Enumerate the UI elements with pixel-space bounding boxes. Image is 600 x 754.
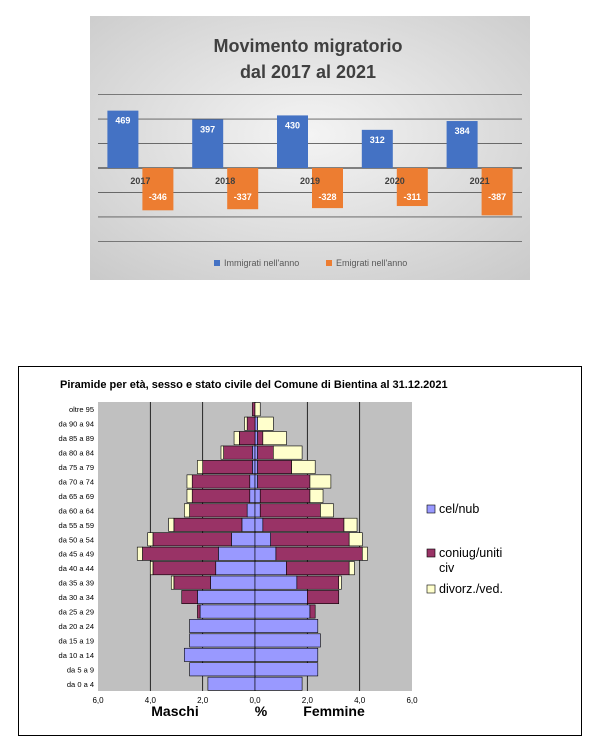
bar-femmine-s1-15	[255, 460, 258, 473]
age-label: da 65 a 69	[58, 491, 94, 501]
chart1-title-line-2: dal 2017 al 2021	[239, 62, 377, 82]
bar-maschi-s2-7	[174, 576, 211, 589]
x-tick-label: 2,0	[301, 696, 313, 705]
bar-maschi-s1-11	[242, 518, 255, 531]
bar-maschi-s2-6	[182, 590, 198, 603]
bar-maschi-s3-7	[171, 576, 174, 589]
bar-maschi-s1-16	[252, 446, 255, 459]
age-label: da 80 a 84	[58, 448, 94, 458]
bar-maschi-s2-5	[197, 605, 200, 618]
legend-label-2: coniug/uniti	[439, 546, 503, 560]
bar-femmine-s2-7	[297, 576, 339, 589]
age-label: da 10 a 14	[58, 650, 94, 660]
bar-maschi-s3-8	[150, 562, 153, 575]
label-immigrati-2019: 430	[284, 120, 301, 131]
population-pyramid-chart	[18, 366, 582, 736]
legend-label-1: cel/nub	[439, 502, 480, 516]
bar-femmine-s3-13	[310, 489, 323, 502]
legend-swatch-2	[326, 260, 332, 266]
bar-femmine-s2-10	[271, 533, 350, 546]
age-label: oltre 95	[68, 405, 94, 415]
age-label: da 40 a 44	[58, 564, 94, 574]
bar-femmine-s1-12	[255, 504, 260, 517]
bar-femmine-s2-11	[263, 518, 344, 531]
bar-emigrati-2017	[142, 168, 173, 210]
bar-maschi-s3-14	[187, 475, 192, 488]
label-immigrati-2020: 312	[369, 134, 385, 145]
bar-maschi-s3-17	[234, 432, 239, 445]
bar-femmine-s3-19	[255, 403, 260, 416]
label-emigrati-2017: -346	[148, 192, 167, 202]
bar-femmine-s1-13	[255, 489, 260, 502]
label-emigrati-2021: -387	[488, 192, 507, 202]
age-label: da 25 a 29	[58, 607, 94, 617]
age-label: da 20 a 24	[58, 621, 94, 631]
bar-femmine-s2-9	[276, 547, 362, 560]
label-immigrati-2017: 469	[115, 115, 131, 126]
bar-maschi-s1-5	[200, 605, 255, 618]
bar-maschi-s2-18	[247, 417, 255, 430]
bar-femmine-s3-11	[344, 518, 357, 531]
maschi-label: Maschi	[151, 703, 199, 719]
category-label-2020: 2020	[384, 176, 405, 186]
bar-femmine-s3-14	[310, 475, 331, 488]
chart1-title-line-1: Movimento migratorio	[213, 36, 403, 56]
bar-femmine-s1-7	[255, 576, 297, 589]
legend-swatch-1	[427, 505, 435, 513]
bar-femmine-s1-5	[255, 605, 310, 618]
bar-femmine-s3-16	[273, 446, 302, 459]
percent-label: %	[254, 703, 268, 719]
category-label-2021: 2021	[469, 176, 490, 186]
bar-femmine-s1-18	[255, 417, 258, 430]
bar-maschi-s2-19	[252, 403, 255, 416]
category-label-2017: 2017	[130, 176, 151, 186]
bar-maschi-s2-11	[174, 518, 242, 531]
bar-femmine-s3-15	[292, 460, 316, 473]
legend-label-2: civ	[439, 561, 455, 575]
bar-maschi-s2-10	[153, 533, 232, 546]
bar-maschi-s2-15	[203, 460, 253, 473]
bar-femmine-s2-15	[258, 460, 292, 473]
label-emigrati-2020: -311	[403, 192, 422, 202]
bar-femmine-s2-17	[258, 432, 263, 445]
age-label: da 35 a 39	[58, 578, 94, 588]
bar-femmine-s2-5	[310, 605, 315, 618]
bar-maschi-s2-14	[192, 475, 250, 488]
bar-femmine-s1-0	[255, 677, 302, 690]
legend-label-2: Emigrati nell'anno	[336, 258, 408, 268]
bar-femmine-s2-8	[286, 562, 349, 575]
bar-maschi-s1-9	[218, 547, 255, 560]
bar-maschi-s3-12	[184, 504, 189, 517]
bar-femmine-s3-12	[320, 504, 333, 517]
bar-maschi-s2-16	[224, 446, 253, 459]
age-label: da 0 a 4	[66, 679, 94, 689]
category-label-2019: 2019	[299, 176, 321, 186]
bar-femmine-s2-13	[260, 489, 310, 502]
bar-femmine-s1-4	[255, 619, 318, 632]
bar-maschi-s3-10	[148, 533, 153, 546]
bar-maschi-s3-9	[137, 547, 142, 560]
bar-maschi-s1-0	[208, 677, 255, 690]
migration-chart	[90, 16, 530, 280]
age-label: da 45 a 49	[58, 549, 94, 559]
bar-maschi-s2-9	[142, 547, 218, 560]
age-label: da 85 a 89	[58, 434, 94, 444]
bar-femmine-s2-6	[307, 590, 338, 603]
bar-femmine-s3-18	[258, 417, 274, 430]
bar-femmine-s3-9	[362, 547, 367, 560]
bar-femmine-s1-14	[255, 475, 258, 488]
bar-maschi-s2-8	[153, 562, 216, 575]
bar-maschi-s1-13	[250, 489, 255, 502]
age-label: da 5 a 9	[66, 665, 94, 675]
age-label: da 70 a 74	[58, 477, 94, 487]
bar-femmine-s3-17	[263, 432, 287, 445]
bar-maschi-s1-12	[247, 504, 255, 517]
bar-femmine-s3-10	[349, 533, 362, 546]
bar-femmine-s1-10	[255, 533, 271, 546]
femmine-label: Femmine	[303, 703, 365, 719]
bar-maschi-s1-8	[216, 562, 255, 575]
bar-femmine-s1-17	[255, 432, 258, 445]
bar-maschi-s3-13	[187, 489, 192, 502]
bar-maschi-s3-11	[169, 518, 174, 531]
label-immigrati-2021: 384	[454, 126, 470, 137]
bar-maschi-s1-14	[250, 475, 255, 488]
category-label-2018: 2018	[215, 176, 236, 186]
x-tick-label: 2,0	[197, 696, 209, 705]
chart2-title: Piramide per età, sesso e stato civile del Comune di Bientina al 31.12.2021	[60, 379, 448, 391]
age-label: da 30 a 34	[58, 593, 94, 603]
bar-femmine-s3-7	[339, 576, 342, 589]
bar-maschi-s3-15	[197, 460, 202, 473]
bar-femmine-s2-14	[258, 475, 310, 488]
legend-swatch-2	[427, 549, 435, 557]
bar-femmine-s1-6	[255, 590, 307, 603]
bar-maschi-s1-10	[231, 533, 255, 546]
legend-swatch-3	[427, 585, 435, 593]
legend-label-1: Immigrati nell'anno	[224, 258, 300, 268]
bar-emigrati-2019	[312, 168, 343, 208]
age-label: da 55 a 59	[58, 520, 94, 530]
bar-femmine-s1-8	[255, 562, 286, 575]
x-tick-label: 4,0	[144, 696, 156, 705]
bar-femmine-s1-16	[255, 446, 258, 459]
age-label: da 75 a 79	[58, 463, 94, 473]
x-tick-label: 6,0	[406, 696, 418, 705]
bar-femmine-s1-1	[255, 663, 318, 676]
bar-femmine-s1-3	[255, 634, 320, 647]
age-label: da 15 a 19	[58, 636, 94, 646]
age-label: da 60 a 64	[58, 506, 94, 516]
bar-maschi-s2-17	[239, 432, 255, 445]
bar-maschi-s1-6	[197, 590, 255, 603]
bar-maschi-s1-2	[184, 648, 255, 661]
bar-emigrati-2018	[227, 168, 258, 209]
bar-maschi-s1-7	[211, 576, 255, 589]
bar-femmine-s1-9	[255, 547, 276, 560]
bar-maschi-s2-13	[192, 489, 250, 502]
bar-maschi-s3-16	[221, 446, 224, 459]
bar-maschi-s1-4	[190, 619, 255, 632]
bar-maschi-s1-15	[252, 460, 255, 473]
bar-femmine-s1-2	[255, 648, 318, 661]
label-emigrati-2019: -328	[318, 192, 337, 202]
bar-femmine-s2-12	[260, 504, 320, 517]
label-immigrati-2018: 397	[200, 124, 216, 135]
bar-femmine-s1-11	[255, 518, 263, 531]
bar-maschi-s1-3	[190, 634, 255, 647]
age-label: da 50 a 54	[58, 535, 94, 545]
bar-maschi-s2-12	[190, 504, 248, 517]
x-tick-label: 0,0	[249, 696, 261, 705]
x-tick-label: 4,0	[354, 696, 366, 705]
legend-swatch-1	[214, 260, 220, 266]
label-emigrati-2018: -337	[233, 192, 252, 202]
bar-femmine-s3-8	[349, 562, 354, 575]
bar-maschi-s1-1	[190, 663, 255, 676]
x-tick-label: 6,0	[92, 696, 104, 705]
bar-femmine-s2-16	[258, 446, 274, 459]
bar-maschi-s3-18	[245, 417, 248, 430]
legend-label-3: divorz./ved.	[439, 582, 503, 596]
age-label: da 90 a 94	[58, 419, 94, 429]
